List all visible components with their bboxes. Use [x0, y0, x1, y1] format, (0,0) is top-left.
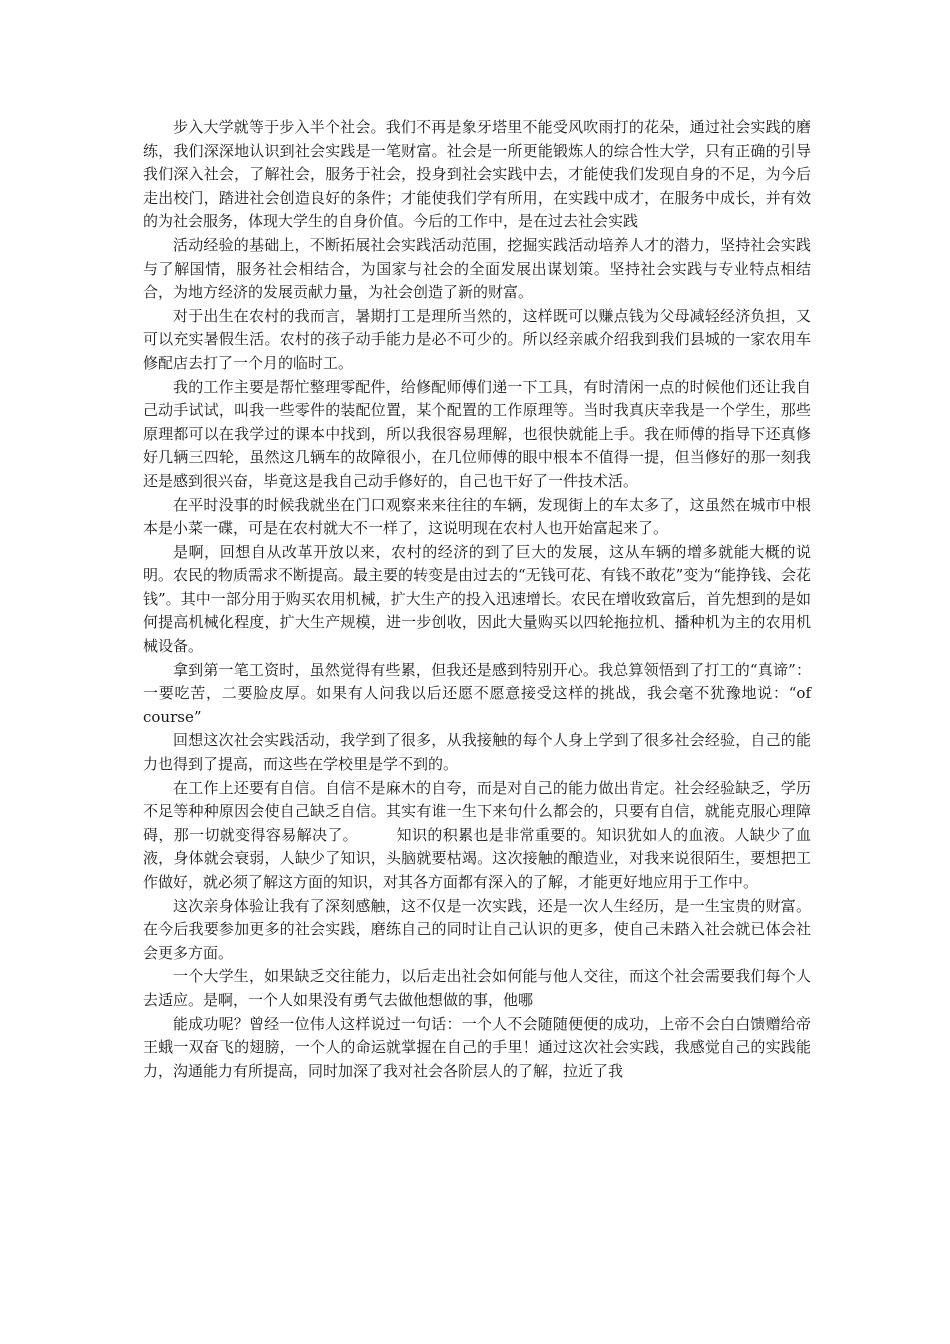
paragraph: 在平时没事的时候我就坐在门口观察来来往往的车辆，发现街上的车太多了，这虽然在城市中根本是小菜一碟，可是在农村就大不一样了，这说明现在农村人也开始富起来了。 [143, 495, 811, 538]
paragraph: 回想这次社会实践活动，我学到了很多，从我接触的每个人身上学到了很多社会经验，自己的能力也得到了提高，而这些在学校里是学不到的。 [143, 731, 811, 774]
paragraph: 这次亲身体验让我有了深刻感触，这不仅是一次实践，还是一次人生经历，是一生宝贵的财富。在今后我要参加更多的社会实践，磨练自己的同时让自己认识的更多，使自己未踏入社会就已体会社会更多方面。 [143, 896, 811, 962]
paragraph: 是啊，回想自从改革开放以来，农村的经济的到了巨大的发展，这从车辆的增多就能大概的说明。农民的物质需求不断提高。最主要的转变是由过去的“无钱可花、有钱不敢花”变为“能挣钱、会花钱”。其中一部分用于购买农用机械，扩大生产的投入迅速增长。农民在增收致富后，首先想到的是如何提高机械化程度，扩大生产规模，进一步创收，因此大量购买以四轮拖拉机、播种机为主的农用机械设备。 [143, 542, 812, 656]
paragraph: 能成功呢？曾经一位伟人这样说过一句话：一个人不会随随便便的成功，上帝不会白白馈赠给帝王蛾一双奋飞的翅膀，一个人的命运就掌握在自己的手里！通过这次社会实践，我感觉自己的实践能力，沟通能力有所提高，同时加深了我对社会各阶层人的了解，拉近了我 [143, 1014, 811, 1080]
paragraph: 一个大学生，如果缺乏交往能力，以后走出社会如何能与他人交往，而这个社会需要我们每个人去适应。是啊，一个人如果没有勇气去做他想做的事，他哪 [143, 967, 811, 1009]
document-body [143, 116, 827, 1083]
paragraph: 我的工作主要是帮忙整理零配件，给修配师傅们递一下工具，有时清闲一点的时候他们还让我自己动手试试，叫我一些零件的装配位置，某个配置的工作原理等。当时我真庆幸我是一个学生，那些原理都可以在我学过的课本中找到，所以我很容易理解，也很快就能上手。我在师傅的指导下还真修好几辆三四轮，虽然这几辆车的故障很小，在几位师傅的眼中根本不值得一提，但当修好的那一刻我还是感到很兴奋，毕竟这是我自己动手修好的，自己也干好了一件技术活。 [143, 377, 811, 490]
paragraph: 活动经验的基础上，不断拓展社会实践活动范围，挖掘实践活动培养人才的潜力，坚持社会实践与了解国情，服务社会相结合，为国家与社会的全面发展出谋划策。坚持社会实践与专业特点相结合，为地方经济的发展贡献力量，为社会创造了新的财富。 [143, 235, 811, 302]
paragraph: 在工作上还要有自信。自信不是麻木的自夸，而是对自己的能力做出肯定。社会经验缺乏，学历不足等种种原因会使自己缺乏自信。其实有谁一生下来句什么都会的，只要有自信，就能克服心理障碍，那一切就变得容易解决了。 知识的积累也是非常重要的。知识犹如人的血液。人缺少了血液，身体就会衰弱，人缺少了知识，头脑就要枯竭。这次接触的酿造业，对我来说很陌生，要想把工作做好，就必须了解这方面的知识，对其各方面都有深入的了解，才能更好地应用于工作中。 [143, 778, 811, 891]
paragraph: 对于出生在农村的我而言，暑期打工是理所当然的，这样既可以赚点钱为父母减轻经济负担，又可以充实暑假生活。农村的孩子动手能力是必不可少的。所以经亲戚介绍我到我们县城的一家农用车修配店去打了一个月的临时工。 [143, 306, 811, 372]
paragraph: 拿到第一笔工资时，虽然觉得有些累，但我还是感到特别开心。我总算领悟到了打工的“真谛”：一要吃苦，二要脸皮厚。如果有人问我以后还愿不愿意接受这样的挑战，我会毫不犹豫地说：“of course” [143, 660, 827, 726]
paragraph: 步入大学就等于步入半个社会。我们不再是象牙塔里不能受风吹雨打的花朵，通过社会实践的磨练，我们深深地认识到社会实践是一笔财富。社会是一所更能锻炼人的综合性大学，只有正确的引导我们深入社会，了解社会，服务于社会，投身到社会实践中去，才能使我们发现自身的不足，为今后走出校门，踏进社会创造良好的条件；才能使我们学有所用，在实践中成才，在服务中成长，并有效的为社会服务，体现大学生的自身价值。今后的工作中，是在过去社会实践 [143, 118, 811, 231]
